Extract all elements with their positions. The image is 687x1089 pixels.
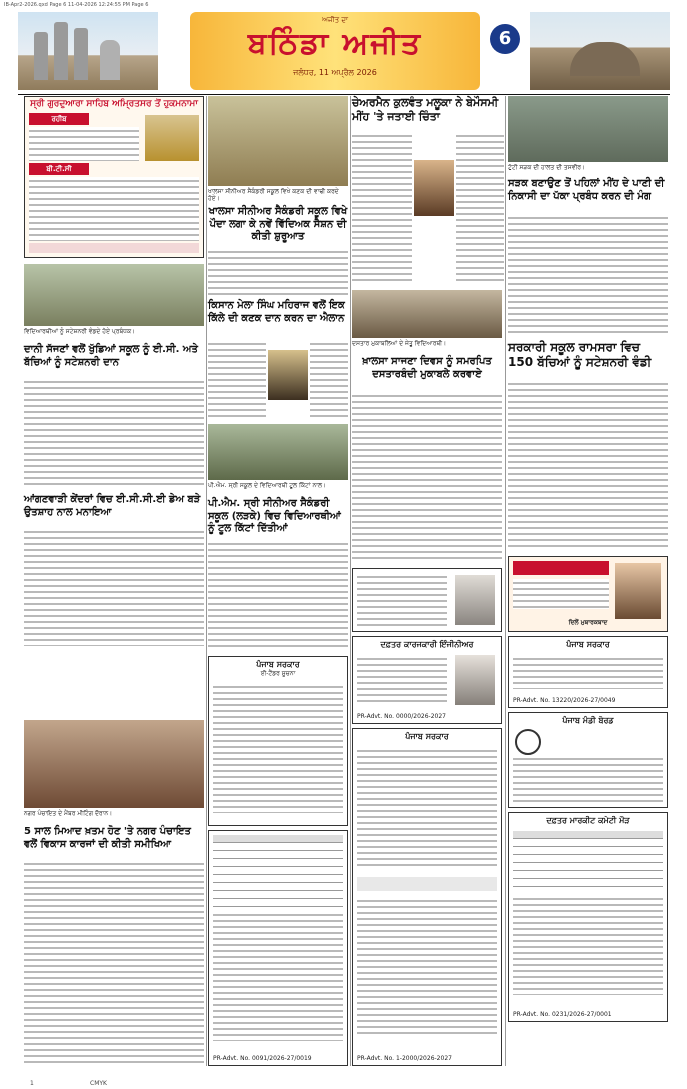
khalsa-saajna-headline: ਖ਼ਾਲਸਾ ਸਾਜਣਾ ਦਿਵਸ ਨੂੰ ਸਮਰਪਿਤ ਦਸਤਾਰਬੰਦੀ ਮੁਕਾਬਲੇ ਕਰਵਾਏ xyxy=(362,356,492,380)
brand-tagline: ਅਜੀਤ ਦਾ xyxy=(321,16,349,24)
issue-date: ਜਲੰਧਰ, 11 ਅਪ੍ਰੈਲ 2026 xyxy=(293,68,377,77)
camp-caption: ਨਗਰ ਪੰਚਾਇਤ ਦੇ ਮੈਂਬਰ ਮੀਟਿੰਗ ਦੌਰਾਨ। xyxy=(24,810,113,817)
market-committee-pr: PR-Advt. No. 0231/2026-27/0001 xyxy=(513,1010,612,1018)
ad-2-pr-number: PR-Advt. No. 0000/2026-2027 xyxy=(357,712,446,720)
hukamnama-tag-1: ਰਹੀਬ xyxy=(29,113,89,125)
greeting-portrait xyxy=(615,563,661,619)
hukamnama-tag-2: ਬੀ.ਟੀ.ਸੀ xyxy=(29,163,89,175)
dastar-photo xyxy=(352,290,502,338)
group-photo xyxy=(24,264,204,326)
tender-ad-2-subtitle: ਈ-ਟੈਂਡਰ ਸੂਚਨਾ xyxy=(260,670,296,677)
ad-block-1 xyxy=(352,568,502,632)
print-slug: IB-Apr2-2026.qxd Page 6 11-04-2026 12:24:55 PM Page 6 xyxy=(4,2,149,8)
broken-road-photo xyxy=(508,96,668,162)
hukamnama-box xyxy=(24,96,204,258)
tender-ad-4-pr: PR-Advt. No. 1-2000/2026-2027 xyxy=(357,1054,452,1062)
tender-ad-3 xyxy=(208,830,348,1066)
ad-portrait-1 xyxy=(455,575,495,625)
tender-ad-2-title: ਪੰਜਾਬ ਸਰਕਾਰ xyxy=(256,660,300,669)
footer-color-marks: CMYK xyxy=(90,1080,107,1087)
tender-ad-2 xyxy=(208,656,348,826)
market-committee-ad xyxy=(508,812,668,1022)
sarkari-headline: ਸਰਕਾਰੀ ਸਕੂਲ ਰਾਮਸਰਾ ਵਿਚ 150 ਬੱਚਿਆਂ ਨੂੰ ਸਟੇਸ਼ਨਰੀ ਵੰਡੀ xyxy=(508,340,652,369)
harvest-caption: ਖਾਲਸਾ ਸੀਨੀਅਰ ਸੈਕੰਡਰੀ ਸਕੂਲ ਵਿਖੇ ਕਣਕ ਦੀ ਵਾਢੀ ਕਰਦੇ ਹੋਏ। xyxy=(208,188,339,203)
road-headline: ਸੜਕ ਬਣਾਉਣ ਤੋਂ ਪਹਿਲਾਂ ਮੀਂਹ ਦੇ ਪਾਣੀ ਦੀ ਨਿਕਾਸੀ ਦਾ ਪੱਕਾ ਪ੍ਰਬੰਧ ਕਰਨ ਦੀ ਮੰਗ xyxy=(508,178,665,202)
mandi-board-title: ਪੰਜਾਬ ਮੰਡੀ ਬੋਰਡ xyxy=(562,716,614,725)
mandi-board-ad xyxy=(508,712,668,808)
chairman-portrait xyxy=(414,160,454,216)
tender-ad-1 xyxy=(508,636,668,708)
masthead xyxy=(18,12,670,90)
ad-2-title: ਦਫ਼ਤਰ ਕਾਰਜਕਾਰੀ ਇੰਜੀਨੀਅਰ xyxy=(380,640,474,649)
greeting-name: ਦਿਲੋਂ ਮੁਬਾਰਕਬਾਦ xyxy=(568,619,608,626)
wheat-harvest-photo xyxy=(208,96,348,186)
market-committee-title: ਦਫ਼ਤਰ ਮਾਰਕੀਟ ਕਮੇਟੀ ਮੌੜ xyxy=(546,816,630,825)
pm-shri-caption: ਪੀ.ਐਮ. ਸ੍ਰੀ ਸਕੂਲ ਦੇ ਵਿਦਿਆਰਥੀ ਟੂਲ ਕਿੱਟਾਂ ਨਾਲ। xyxy=(208,482,327,489)
tender-ad-1-title: ਪੰਜਾਬ ਸਰਕਾਰ xyxy=(566,640,610,649)
group-caption: ਵਿਦਿਆਰਥੀਆਂ ਨੂੰ ਸਟੇਸ਼ਨਰੀ ਵੰਡਦੇ ਹੋਏ ਪ੍ਰਬੰਧਕ। xyxy=(24,328,136,335)
tender-ad-4 xyxy=(352,728,502,1066)
footer-left: 1 xyxy=(30,1080,34,1087)
anganwadi-headline: ਆਂਗਣਵਾੜੀ ਕੇਂਦਰਾਂ ਵਿਚ ਈ.ਸੀ.ਸੀ.ਈ ਡੇਅ ਬੜੇ ਉਤਸ਼ਾਹ ਨਾਲ ਮਨਾਇਆ xyxy=(24,494,201,518)
golden-temple-photo xyxy=(145,115,199,161)
khalsa-headline: ਖਾਲਸਾ ਸੀਨੀਅਰ ਸੈਕੰਡਰੀ ਸਕੂਲ ਵਿਖੇ ਪੌਦਾ ਲਗਾ ਕੇ ਨਵੇਂ ਵਿੱਦਿਅਕ ਸੈਸ਼ਨ ਦੀ ਕੀਤੀ ਸ਼ੁਰੂਆਤ xyxy=(208,206,348,242)
page-number-badge: 6 xyxy=(490,24,520,54)
tender-ad-1-pr: PR-Advt. No. 13220/2026-27/0049 xyxy=(513,696,616,704)
mandi-board-logo-icon xyxy=(515,729,541,755)
farmer-portrait xyxy=(268,350,308,400)
market-committee-table xyxy=(513,831,663,887)
camp-photo xyxy=(24,720,204,808)
camp-headline: 5 ਸਾਲ ਮਿਆਦ ਖ਼ਤਮ ਹੋਣ 'ਤੇ ਨਗਰ ਪੰਚਾਇਤ ਵਲੋਂ ਵਿਕਾਸ ਕਾਰਜਾਂ ਦੀ ਕੀਤੀ ਸਮੀਖਿਆ xyxy=(24,826,191,850)
masthead-banner xyxy=(190,12,480,90)
tender-ad-3-pr: PR-Advt. No. 0091/2026-27/0019 xyxy=(213,1054,312,1062)
chairman-headline: ਚੇਅਰਮੈਨ ਕੁਲਵੰਤ ਮਲੂਕਾ ਨੇ ਬੇਮੌਸਮੀ ਮੀਂਹ 'ਤੇ ਜਤਾਈ ਚਿੰਤਾ xyxy=(352,96,499,123)
kisan-headline: ਕਿਸਾਨ ਮੇਲਾ ਸਿੰਘ ਮਹਿਰਾਜ ਵਲੋਂ ਇਕ ਕਿੱਲੇ ਦੀ ਕਣਕ ਦਾਨ ਕਰਨ ਦਾ ਐਲਾਨ xyxy=(208,300,345,324)
power-plant-photo xyxy=(18,12,158,90)
greeting-ad xyxy=(508,556,668,632)
pm-shri-photo xyxy=(208,424,348,480)
fort-photo xyxy=(530,12,670,90)
pm-shri-headline: ਪੀ.ਐਮ. ਸ੍ਰੀ ਸੀਨੀਅਰ ਸੈਕੰਡਰੀ ਸਕੂਲ (ਲੜਕੇ) ਵਿਚ ਵਿਦਿਆਰਥੀਆਂ ਨੂੰ ਟੂਲ ਕਿੱਟਾਂ ਦਿੱਤੀਆਂ xyxy=(208,498,341,534)
tender-ad-4-title: ਪੰਜਾਬ ਸਰਕਾਰ xyxy=(405,732,449,741)
ad-portrait-2 xyxy=(455,655,495,705)
ad-block-2 xyxy=(352,636,502,724)
daani-headline: ਦਾਨੀ ਸੱਜਣਾਂ ਵਲੋਂ ਖੁੱਡਿਆਂ ਸਕੂਲ ਨੂੰ ਈ.ਸੀ. ਅਤੇ ਬੱਚਿਆਂ ਨੂੰ ਸਟੇਸ਼ਨਰੀ ਦਾਨ xyxy=(24,344,198,368)
hukamnama-title: ਸ੍ਰੀ ਗੁਰਦੁਆਰਾ ਸਾਹਿਬ ਅਮ੍ਰਿਤਸਰ ਤੋਂ ਹੁਕਮਨਾਮਾ xyxy=(30,99,198,109)
road-caption: ਟੁੱਟੀ ਸੜਕ ਦੀ ਹਾਲਤ ਦੀ ਤਸਵੀਰ। xyxy=(508,164,586,171)
dastar-caption: ਦਸਤਾਰ ਮੁਕਾਬਲਿਆਂ ਦੇ ਜੇਤੂ ਵਿਦਿਆਰਥੀ। xyxy=(352,340,447,347)
page-footer xyxy=(0,1079,687,1089)
newspaper-title: ਬਠਿੰਡਾ ਅਜੀਤ xyxy=(247,26,423,61)
